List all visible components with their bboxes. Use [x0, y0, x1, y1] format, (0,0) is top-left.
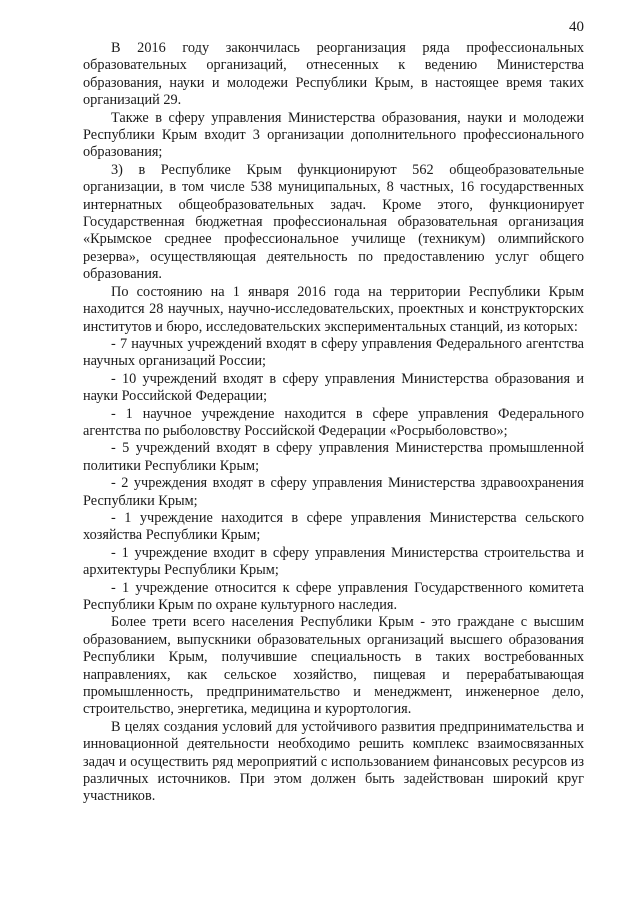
page-number: 40	[569, 19, 584, 35]
list-item: - 1 учреждение относится к сфере управления Государственного комитета Республики Крым по охране культурного наследия.	[83, 579, 584, 613]
list-item: - 2 учреждения входят в сферу управления Министерства здравоохранения Республики Крым;	[83, 475, 584, 509]
paragraph-research-institutions: По состоянию на 1 января 2016 года на территории Республики Крым находится 28 научных, научно-исследовательских, проектных и конструкторских институтов и бюро, исследовательских экспериментальных станций, из которых:	[83, 283, 584, 335]
list-item: - 10 учреждений входят в сферу управления Министерства образования и науки Российской Федерации;	[83, 370, 584, 405]
paragraph-reorganization: В 2016 году закончилась реорганизация ряда профессиональных образовательных организаций, отнесенных к ведению Министерства образования, науки и молодежи Республики Крым, в настоящее время таких организаций 29.	[83, 40, 584, 109]
paragraph-additional-education: Также в сферу управления Министерства образования, науки и молодежи Республики Крым входит 3 организации дополнительного профессионального образования;	[83, 109, 584, 161]
list-item: - 1 научное учреждение находится в сфере управления Федерального агентства по рыболовству Российской Федерации «Росрыболовство»;	[83, 405, 584, 439]
paragraph-entrepreneurship: В целях создания условий для устойчивого развития предпринимательства и инновационной деятельности необходимо решить комплекс взаимосвязанных задач и осуществить ряд мероприятий с использованием финансовых ресурсов из различных источников. При этом должен быть задействован широкий круг участников.	[83, 718, 584, 805]
list-item: - 1 учреждение находится в сфере управления Министерства сельского хозяйства Республики Крым;	[83, 509, 584, 544]
list-item: - 1 учреждение входит в сферу управления Министерства строительства и архитектуры Республики Крым;	[83, 544, 584, 579]
body-text	[83, 40, 584, 806]
paragraph-population-education: Более трети всего населения Республики Крым - это граждане с высшим образованием, выпускники образовательных организаций высшего образования Республики Крым, получившие специальность в таких востребованных направлениях, как сельское хозяйство, пищевая и перерабатывающая промышленность, предпринимательство и менеджмент, инженерное дело, строительство, энергетика, медицина и курортология.	[83, 614, 584, 718]
paragraph-general-education: 3) в Республике Крым функционируют 562 общеобразовательные организации, в том числе 538 муниципальных, 8 частных, 16 государственных интернатных общеобразовательных задач. Кроме этого, функционирует Государственная бюджетная профессиональная образовательная организация «Крымское среднее профессиональное училище (техникум) олимпийского резерва», осуществляющая деятельность по предоставлению услуг общего образования.	[83, 161, 584, 283]
list-item: - 7 научных учреждений входят в сферу управления Федерального агентства научных организаций России;	[83, 335, 584, 370]
list-item: - 5 учреждений входят в сферу управления Министерства промышленной политики Республики Крым;	[83, 440, 584, 474]
